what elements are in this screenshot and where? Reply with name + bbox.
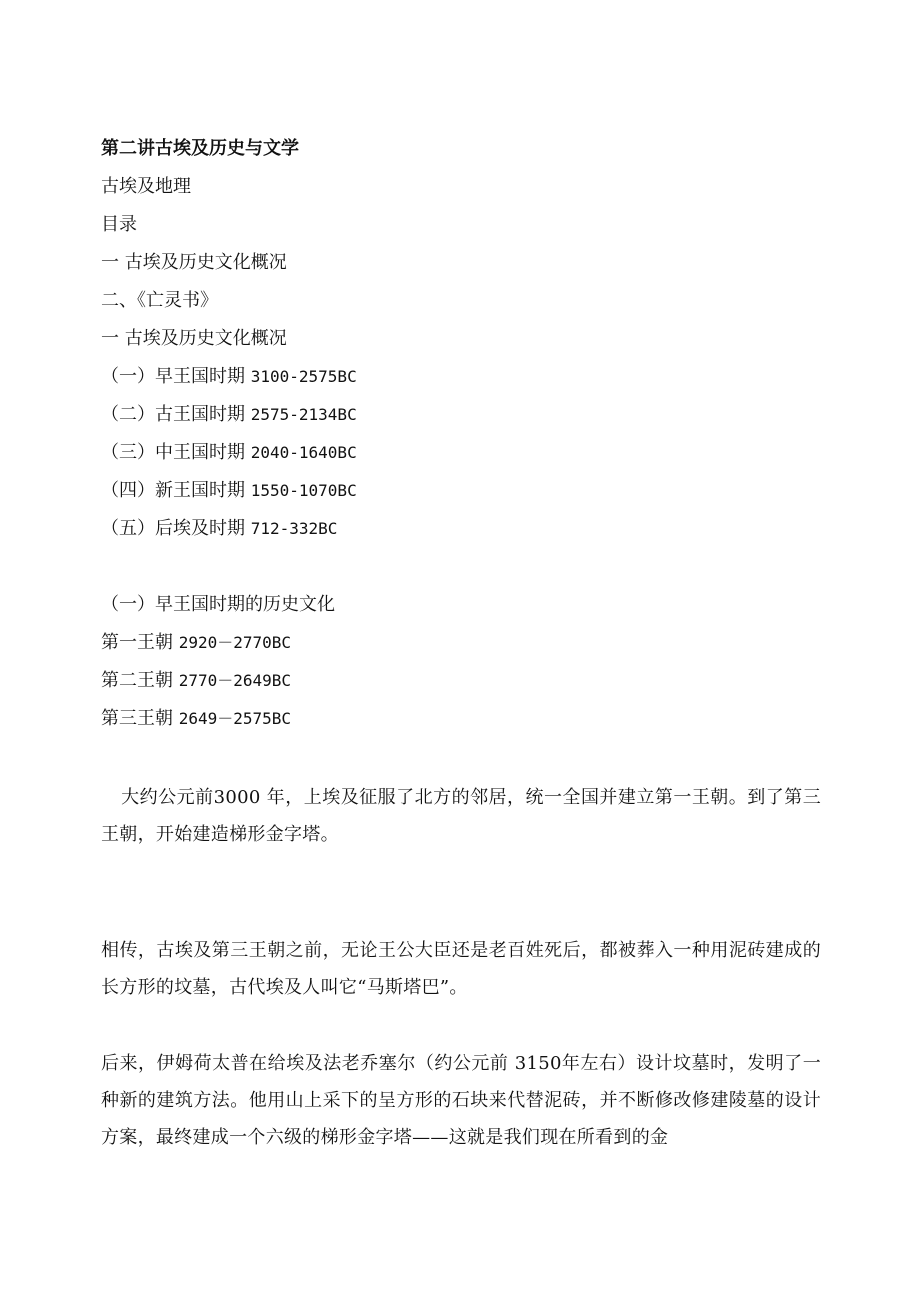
period-label: （三）中王国时期 [101,442,245,463]
period-label: （一）早王国时期 [101,366,245,387]
paragraph [101,932,821,1006]
toc-item: 二、《亡灵书》 [101,290,218,311]
dynasty-range: 2649－2575BC [178,709,292,728]
period-item [101,404,357,426]
period-label: （二）古王国时期 [101,404,245,425]
dynasty-range: 2920－2770BC [178,633,292,652]
dynasty-label: 第二王朝 [101,670,173,691]
dynasty-label: 第三王朝 [101,708,173,729]
document-title: 第二讲古埃及历史与文学 [101,138,299,159]
period-item [101,518,337,540]
paragraph-text: 后来，伊姆荷太普在给埃及法老乔塞尔（约公元前 3150年左右）设计坟墓时，发明了一种新的建筑方法。他用山上采下的呈方形的石块来代替泥砖，并不断修改修建陵墓的设计方案，最终建成一个六级的梯形金字塔——这就是我们现在所看到的金 [101,1053,821,1148]
paragraph-text: 相传，古埃及第三王朝之前，无论王公大臣还是老百姓死后，都被葬入一种用泥砖建成的长方形的坟墓，古代埃及人叫它“马斯塔巴”。 [101,940,821,998]
period-label: （四）新王国时期 [101,480,245,501]
dynasty-item [101,670,291,692]
dynasty-range: 2770－2649BC [178,671,292,690]
toc-heading: 目录 [101,214,137,235]
paragraph [101,779,821,853]
toc-item: 一 古埃及历史文化概况 [101,252,287,273]
period-range: 2575-2134BC [250,405,357,424]
paragraph-text: 大约公元前3000 年，上埃及征服了北方的邻居，统一全国并建立第一王朝。到了第三王朝，开始建造梯形金字塔。 [101,787,821,845]
paragraph [101,1045,821,1156]
period-item [101,480,357,502]
period-item [101,442,357,464]
document-subtitle: 古埃及地理 [101,176,191,197]
dynasty-label: 第一王朝 [101,632,173,653]
period-range: 3100-2575BC [250,367,357,386]
period-range: 1550-1070BC [250,481,357,500]
dynasty-item [101,708,291,730]
period-label: （五）后埃及时期 [101,518,245,539]
period-range: 712-332BC [250,519,338,538]
dynasty-item [101,632,291,654]
period-range: 2040-1640BC [250,443,357,462]
period-item [101,366,357,388]
section-heading: 一 古埃及历史文化概况 [101,328,287,349]
subsection-heading: （一）早王国时期的历史文化 [101,594,335,615]
